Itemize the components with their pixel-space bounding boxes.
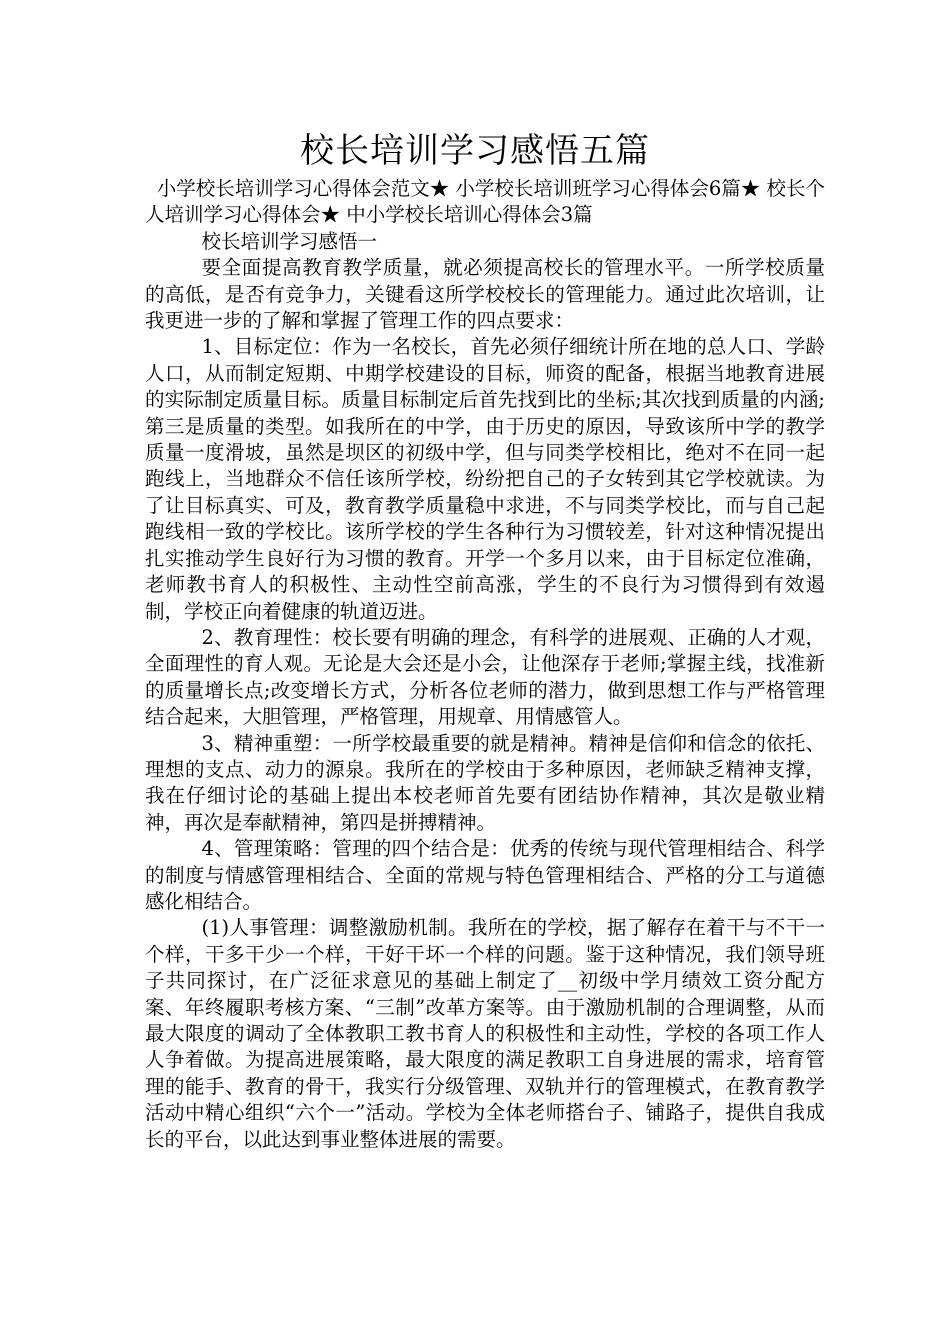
related-articles-line: 小学校长培训学习心得体会范文★ 小学校长培训班学习心得体会6篇★ 校长个人培训学习心得体会★ 中小学校长培训心得体会3篇 xyxy=(145,177,825,227)
document-title: 校长培训学习感悟五篇 xyxy=(300,131,650,171)
paragraph: 2、教育理性：校长要有明确的理念，有科学的进展观、正确的人才观，全面理性的育人观。无论是大会还是小会，让他深存于老师;掌握主线，找准新的质量增长点;改变增长方式，分析各位老师的潜力，做到思想工作与严格管理结合起来，大胆管理，严格管理，用规章、用情感管人。 xyxy=(145,625,825,729)
paragraph: 3、精神重塑：一所学校最重要的就是精神。精神是信仰和信念的依托、理想的支点、动力的源泉。我所在的学校由于多种原因，老师缺乏精神支撑，我在仔细讨论的基础上提出本校老师首先要有团结协作精神，其次是敬业精神，再次是奉献精神，第四是拼搏精神。 xyxy=(145,731,825,834)
document-body xyxy=(145,176,825,1153)
paragraph: 4、管理策略：管理的四个结合是：优秀的传统与现代管理相结合、科学的制度与情感管理相结合、全面的常规与特色管理相结合、严格的分工与道德感化相结合。 xyxy=(145,837,825,913)
paragraph: (1)人事管理：调整激励机制。我所在的学校，据了解存在着干与不干一个样，干多干少一个样，干好干坏一个样的问题。鉴于这种情况，我们领导班子共同探讨，在广泛征求意见的基础上制定了__初级中学月绩效工资分配方案、年终履职考核方案、“三制”改革方案等。由于激励机制的合理调整，从而最大限度的调动了全体教职工教书育人的积极性和主动性，学校的各项工作人人争着做。为提高进展策略，最大限度的满足教职工自身进展的需求，培育管理的能手、教育的骨干，我实行分级管理、双轨并行的管理模式，在教育教学活动中精心组织“六个一”活动。学校为全体老师搭台子、铺路子，提供自我成长的平台，以此达到事业整体进展的需要。 xyxy=(145,916,825,1151)
paragraph: 1、目标定位：作为一名校长，首先必须仔细统计所在地的总人口、学龄人口，从而制定短期、中期学校建设的目标，师资的配备，根据当地教育进展的实际制定质量目标。质量目标制定后首先找到比的坐标;其次找到质量的内涵;第三是质量的类型。如我所在的中学，由于历史的原因，导致该所中学的教学质量一度滑坡，虽然是坝区的初级中学，但与同类学校相比，绝对不在同一起跑线上，当地群众不信任该所学校，纷纷把自己的子女转到其它学校就读。为了让目标真实、可及，教育教学质量稳中求进，不与同类学校比，而与自己起跑线相一致的学校比。该所学校的学生各种行为习惯较差，针对这种情况提出扎实推动学生良好行为习惯的教育。开学一个多月以来，由于目标定位准确，老师教书育人的积极性、主动性空前高涨，学生的不良行为习惯得到有效遏制，学校正向着健康的轨道迈进。 xyxy=(145,335,825,623)
section-heading: 校长培训学习感悟一 xyxy=(201,229,378,253)
paragraph: 要全面提高教育教学质量，就必须提高校长的管理水平。一所学校质量的高低，是否有竞争力，关键看这所学校校长的管理能力。通过此次培训，让我更进一步的了解和掌握了管理工作的四点要求： xyxy=(145,256,825,333)
